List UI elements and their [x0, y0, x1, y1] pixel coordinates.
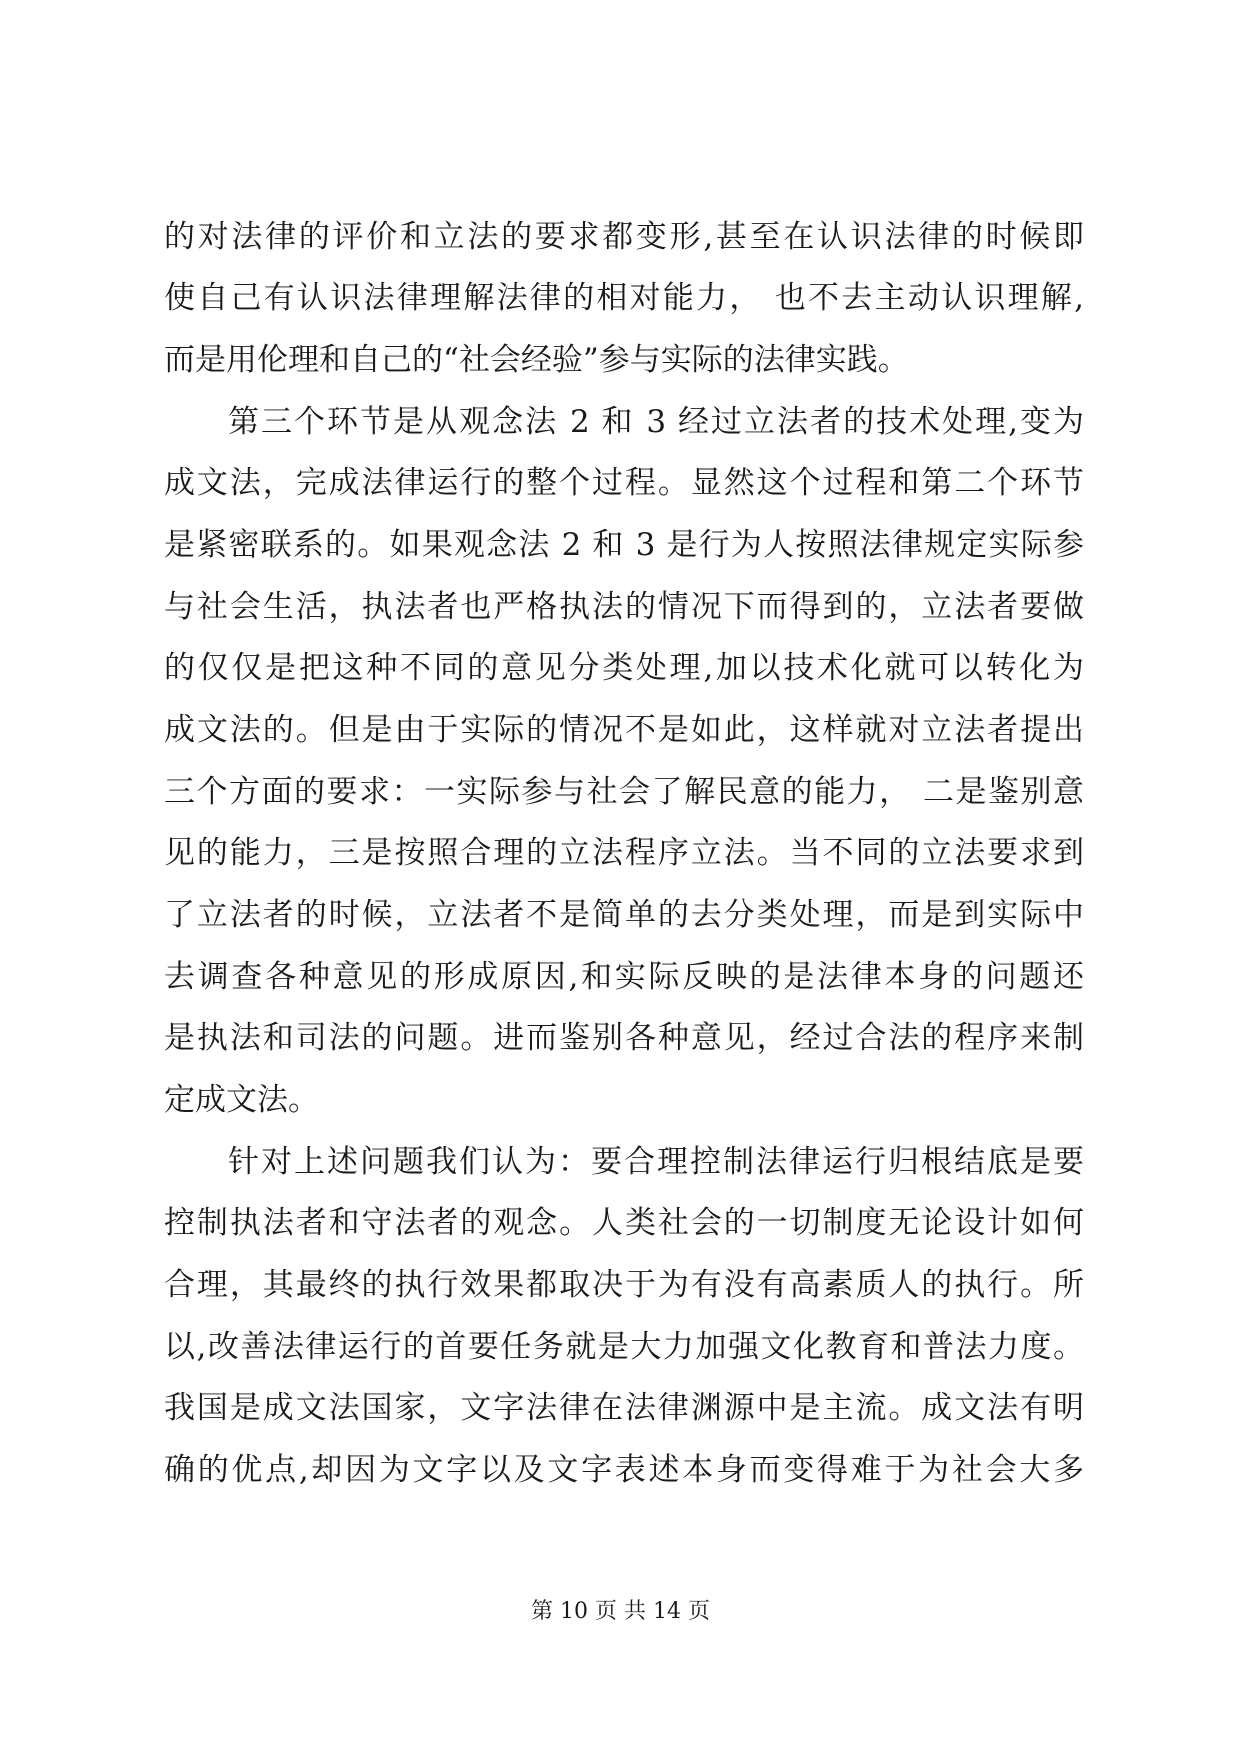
body-text-line: 而是用伦理和自己的“社会经验”参与实际的法律实践。 [164, 342, 909, 378]
body-text-line: 了立法者的时候，立法者不是简单的去分类处理，而是到实际中 [164, 897, 1084, 933]
body-text-line: 的仅仅是把这种不同的意见分类处理,加以技术化就可以转化为 [164, 650, 1084, 686]
body-text-line: 成文法的。但是由于实际的情况不是如此，这样就对立法者提出 [164, 712, 1084, 748]
body-text-line: 是紧密联系的。如果观念法 2 和 3 是行为人按照法律规定实际参 [164, 527, 1084, 563]
body-text-line: 见的能力，三是按照合理的立法程序立法。当不同的立法要求到 [164, 835, 1084, 871]
body-text-line: 以,改善法律运行的首要任务就是大力加强文化教育和普法力度。 [164, 1329, 1084, 1365]
paragraph-first-line: 针对上述问题我们认为：要合理控制法律运行归根结底是要 [228, 1144, 1084, 1180]
body-text-line: 确的优点,却因为文字以及文字表述本身而变得难于为社会大多 [164, 1452, 1084, 1488]
body-text-line: 使自己有认识法律理解法律的相对能力， 也不去主动认识理解, [164, 280, 1084, 316]
body-text-line: 的对法律的评价和立法的要求都变形,甚至在认识法律的时候即 [164, 219, 1084, 255]
body-text-line: 控制执法者和守法者的观念。人类社会的一切制度无论设计如何 [164, 1205, 1084, 1241]
body-text-line: 三个方面的要求：一实际参与社会了解民意的能力， 二是鉴别意 [164, 774, 1084, 810]
body-text-line: 合理，其最终的执行效果都取决于为有没有高素质人的执行。所 [164, 1267, 1084, 1303]
body-text-line: 定成文法。 [164, 1082, 319, 1118]
body-text-line: 与社会生活，执法者也严格执法的情况下而得到的，立法者要做 [164, 589, 1084, 625]
body-text-line: 去调查各种意见的形成原因,和实际反映的是法律本身的问题还 [164, 959, 1084, 995]
page-number-footer: 第 10 页 共 14 页 [531, 1599, 710, 1624]
paragraph-first-line: 第三个环节是从观念法 2 和 3 经过立法者的技术处理,变为 [228, 404, 1084, 440]
body-text-line: 成文法，完成法律运行的整个过程。显然这个过程和第二个环节 [164, 465, 1084, 501]
body-text-line: 我国是成文法国家，文字法律在法律渊源中是主流。成文法有明 [164, 1390, 1084, 1426]
body-text-line: 是执法和司法的问题。进而鉴别各种意见，经过合法的程序来制 [164, 1020, 1084, 1056]
